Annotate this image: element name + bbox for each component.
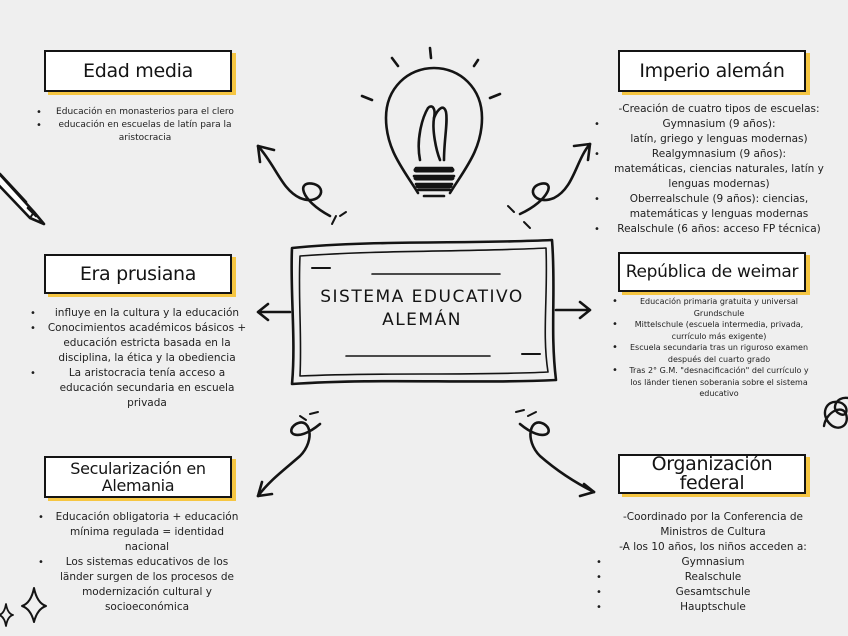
node-list-imperio-aleman: [608, 102, 830, 237]
lightbulb-icon: [362, 48, 500, 196]
list-item: • Gymnasium (9 años):: [608, 117, 830, 132]
list-item: • Realgymnasium (9 años):: [608, 147, 830, 162]
node-title-imperio-aleman: Imperio alemán: [618, 50, 806, 92]
node-list-organizacion-federal: [610, 510, 816, 615]
list-item: latín, griego y lenguas modernas): [630, 133, 808, 145]
pencil-icon: [0, 168, 44, 224]
list-item: matemáticas, ciencias naturales, latín y lenguas modernas): [614, 163, 824, 190]
node-list-secularizacion: [52, 510, 242, 615]
list-item: • Escuela secundaria tras un riguroso examen después del cuarto grado: [626, 342, 812, 365]
node-title-republica-weimar: República de weimar: [618, 252, 806, 292]
list-item: • Oberrealschule (9 años): ciencias, matemáticas y lenguas modernas: [608, 192, 830, 222]
list-item: • influye en la cultura y la educación: [44, 306, 250, 321]
list-item: • Mittelschule (escuela intermedia, privada, currículo más exigente): [626, 319, 812, 342]
node-title-edad-media: Edad media: [44, 50, 232, 92]
list-item: • educación en escuelas de latín para la aristocracia: [50, 119, 240, 145]
list-item: • Conocimientos académicos básicos + educación estricta basada en la disciplina, la ética y la obediencia: [44, 321, 250, 366]
list-item: • Los sistemas educativos de los länder surgen de los procesos de modernización cultural y socioeconómica: [52, 555, 242, 615]
node-list-edad-media: [50, 106, 240, 145]
list-item: -Coordinado por la Conferencia de Ministros de Cultura: [623, 511, 803, 538]
node-title-secularizacion: Secularización en Alemania: [44, 456, 232, 498]
list-item: • La aristocracia tenía acceso a educación secundaria en escuela privada: [44, 366, 250, 411]
list-item: • Realschule: [610, 570, 816, 585]
node-title-era-prusiana: Era prusiana: [44, 254, 232, 294]
node-list-era-prusiana: [44, 306, 250, 411]
list-item: • Educación obligatoria + educación mínima regulada = identidad nacional: [52, 510, 242, 555]
list-item: • Gymnasium: [610, 555, 816, 570]
node-list-republica-weimar: [626, 296, 812, 400]
central-topic: SISTEMA EDUCATIVO ALEMÁN: [320, 287, 524, 330]
list-item: • Hauptschule: [610, 600, 816, 615]
list-item: • Educación primaria gratuita y universal Grundschule: [626, 296, 812, 319]
list-item: • Tras 2° G.M. "desnacificación" del currículo y los länder tienen soberania sobre el sistema educativo: [626, 365, 812, 400]
list-item: -Creación de cuatro tipos de escuelas:: [618, 103, 820, 115]
lightbulb-base: [416, 170, 452, 186]
list-item: • Gesamtschule: [610, 585, 816, 600]
list-item: -A los 10 años, los niños acceden a:: [619, 541, 807, 553]
list-item: • Educación en monasterios para el clero: [50, 106, 240, 119]
list-item: • Realschule (6 años: acceso FP técnica): [608, 222, 830, 237]
node-title-organizacion-federal: Organización federal: [618, 454, 806, 494]
